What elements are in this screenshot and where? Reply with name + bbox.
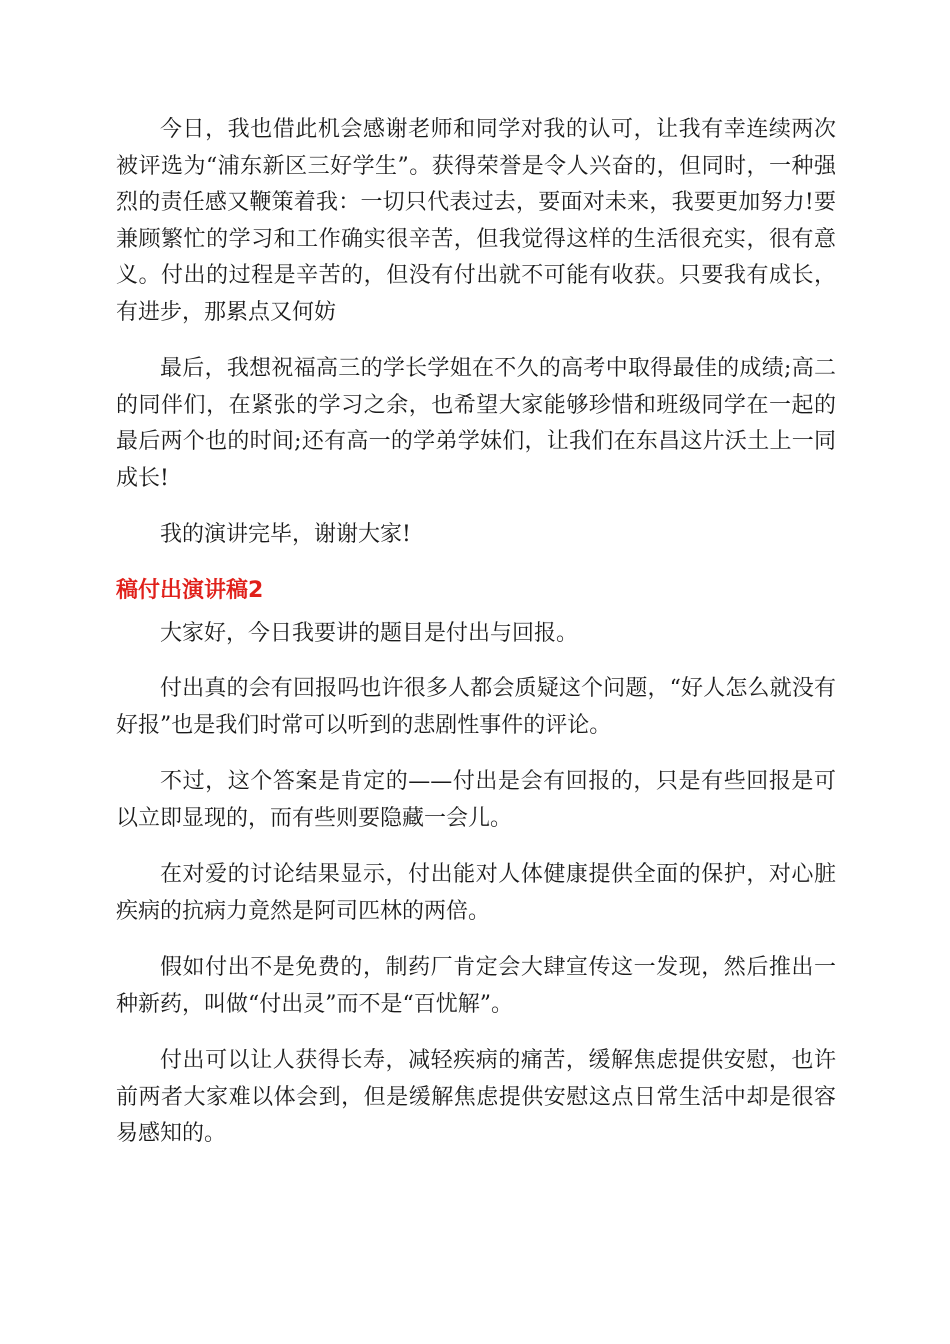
paragraph-longevity: 付出可以让人获得长寿，减轻疾病的痛苦，缓解焦虑提供安慰，也许前两者大家难以体会到，但是缓解焦虑提供安慰这点日常生活中却是很容易感知的。: [116, 1048, 836, 1146]
paragraph-closing: 我的演讲完毕，谢谢大家!: [160, 522, 411, 547]
paragraph-intro: 大家好，今日我要讲的题目是付出与回报。: [160, 620, 579, 646]
section-title: 稿付出演讲稿2: [116, 577, 264, 603]
paragraph-wishes: 最后，我想祝福高三的学长学姐在不久的高考中取得最佳的成绩;高二的同伴们，在紧张的学习之余，也希望大家能够珍惜和班级同学在一起的最后两个也的时间;还有高一的学弟学妹们，让我们在东昌这片沃土上一同成长!: [116, 356, 836, 491]
paragraph-research: 在对爱的讨论结果显示，付出能对人体健康提供全面的保护，对心脏疾病的抗病力竟然是阿司匹林的两倍。: [116, 862, 836, 924]
paragraph-gratitude: 今日，我也借此机会感谢老师和同学对我的认可，让我有幸连续两次被评选为“浦东新区三好学生”。获得荣誉是令人兴奋的，但同时，一种强烈的责任感又鞭策着我：一切只代表过去，要面对未来，我要更加努力!要兼顾繁忙的学习和工作确实很辛苦，但我觉得这样的生活很充实，很有意义。付出的过程是辛苦的，但没有付出就不可能有收获。只要我有成长，有进步，那累点又何妨: [116, 117, 836, 325]
document-body: [116, 112, 836, 1173]
paragraph-medicine: 假如付出不是免费的，制药厂肯定会大肆宣传这一发现，然后推出一种新药，叫做“付出灵”而不是“百忧解”。: [116, 955, 836, 1017]
paragraph-question: 付出真的会有回报吗也许很多人都会质疑这个问题，“好人怎么就没有好报”也是我们时常可以听到的悲剧性事件的评论。: [116, 676, 836, 738]
paragraph-answer: 不过，这个答案是肯定的——付出是会有回报的，只是有些回报是可以立即显现的，而有些则要隐藏一会儿。: [116, 769, 836, 831]
